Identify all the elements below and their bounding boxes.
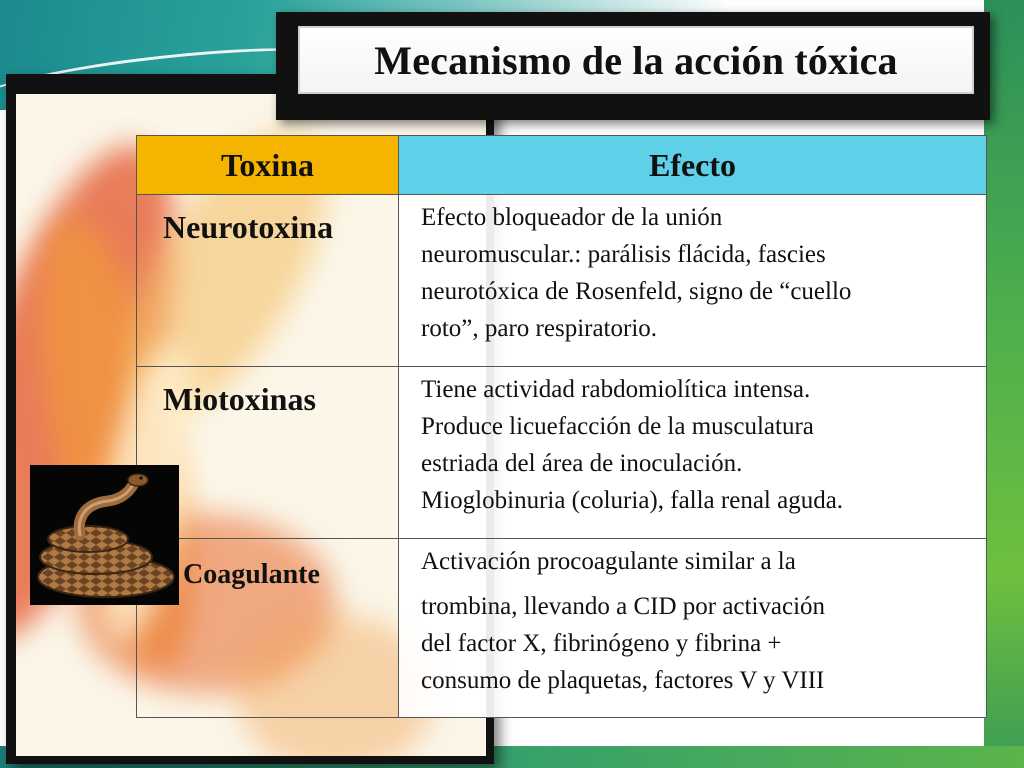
title-frame [276, 12, 990, 120]
toxin-name-cell: Miotoxinas [137, 367, 399, 539]
effect-line: roto”, paro respiratorio. [421, 315, 658, 342]
table-header-row [137, 136, 987, 195]
snake-photo-icon [30, 465, 179, 605]
effect-line: Tiene actividad rabdomiolítica intensa. [421, 376, 811, 403]
effect-cell [399, 195, 987, 367]
toxin-effects-table [136, 135, 987, 718]
snake-illustration [30, 465, 179, 605]
effect-cell [399, 539, 987, 718]
line-gap [421, 580, 982, 588]
effect-line: estriada del área de inoculación. [421, 450, 743, 477]
effect-line: Mioglobinuria (coluria), falla renal aguda. [421, 487, 844, 514]
effect-line: neurotóxica de Rosenfeld, signo de “cuello [421, 278, 852, 305]
toxin-name-cell: Neurotoxina [137, 195, 399, 367]
background-right-stripe [984, 0, 1024, 768]
effect-line: consumo de plaquetas, factores V y VIII [421, 667, 825, 694]
effect-cell [399, 367, 987, 539]
slide-title: Mecanismo de la acción tóxica [374, 37, 898, 83]
toxin-name-cell: Coagulante [137, 539, 399, 718]
effect-line: neuromuscular.: parálisis flácida, fascies [421, 241, 826, 268]
effect-line: trombina, llevando a CID por activación [421, 593, 826, 620]
effect-line: Produce licuefacción de la musculatura [421, 413, 814, 440]
effect-line: Efecto bloqueador de la unión [421, 204, 723, 231]
effect-line: Activación procoagulante similar a la [421, 548, 796, 575]
table-row [137, 195, 987, 367]
table-row [137, 367, 987, 539]
title-box [298, 26, 974, 94]
column-header-toxina: Toxina [137, 136, 399, 195]
table-row [137, 539, 987, 718]
effect-line: del factor X, fibrinógeno y fibrina + [421, 630, 782, 657]
column-header-efecto: Efecto [399, 136, 987, 195]
